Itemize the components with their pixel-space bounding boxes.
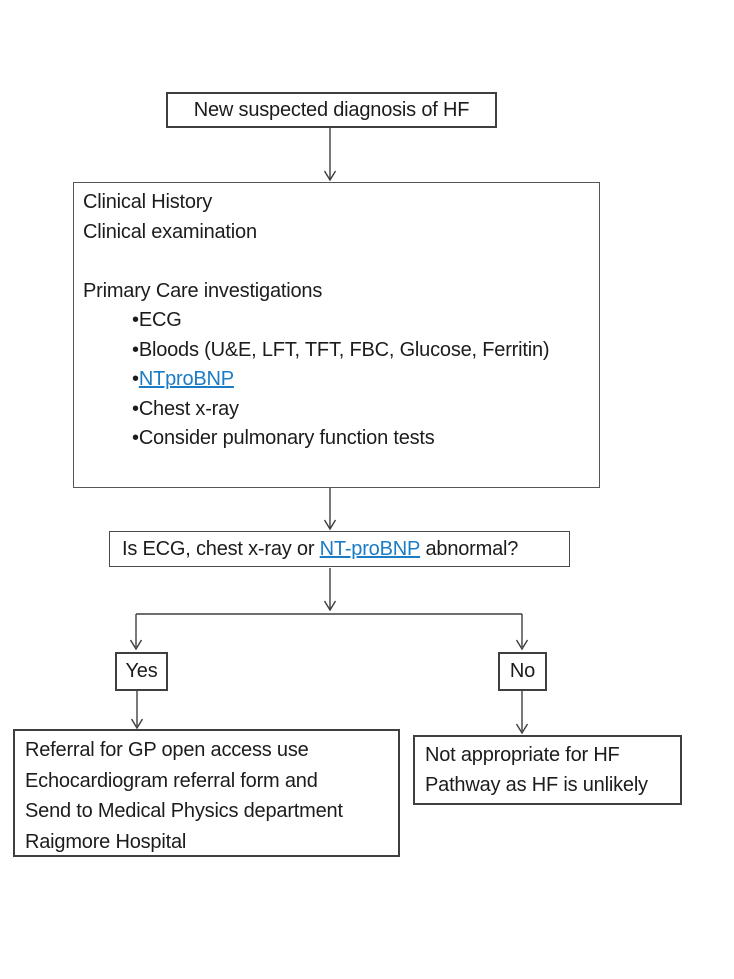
workup-bullet-chest-xray-label: Chest x-ray — [138, 397, 239, 420]
arrow-yes-to-referral — [132, 691, 143, 728]
arrow-start-to-workup — [325, 127, 336, 180]
workup-bullet-ecg-label: ECG — [138, 309, 182, 331]
workup-line-history: Clinical History — [83, 191, 213, 213]
workup-line-examination: Clinical examination — [83, 220, 257, 243]
not-appropriate-line-1: Not appropriate for HF — [425, 744, 620, 766]
referral-line-2: Echocardiogram referral form and — [25, 769, 318, 792]
workup-bullet-ecg — [132, 306, 593, 336]
split-connector — [131, 614, 528, 649]
arrow-workup-to-question — [325, 488, 336, 529]
arrow-no-to-outcome — [517, 691, 528, 733]
not-appropriate-line-2: Pathway as HF is unlikely — [425, 774, 648, 796]
bullet-icon: • — [132, 427, 139, 449]
bullet-icon: • — [132, 309, 139, 331]
ntprobnp-link[interactable]: NTproBNP — [138, 368, 234, 390]
referral-outcome-node — [13, 729, 400, 857]
bullet-icon: • — [132, 397, 139, 420]
no-branch-node — [498, 652, 547, 691]
question-text-after: abnormal? — [420, 537, 519, 560]
bullet-icon: • — [132, 338, 139, 361]
arrow-question-to-split — [325, 568, 336, 610]
no-branch-label: No — [509, 660, 536, 682]
workup-bullet-bloods — [132, 336, 593, 366]
workup-bullet-chest-xray — [132, 395, 593, 425]
bullet-icon: • — [132, 368, 139, 390]
referral-line-4: Raigmore Hospital — [25, 830, 187, 853]
referral-line-1: Referral for GP open access use — [25, 739, 309, 761]
referral-line-3: Send to Medical Physics department — [25, 800, 343, 822]
question-node — [109, 531, 570, 567]
workup-section-title: Primary Care investigations — [83, 279, 323, 302]
workup-bullet-bloods-label: Bloods (U&E, LFT, TFT, FBC, Glucose, Ferritin) — [138, 338, 550, 361]
yes-branch-node — [115, 652, 168, 691]
workup-bullet-ntprobnp — [132, 365, 593, 395]
yes-branch-label: Yes — [125, 660, 158, 682]
not-appropriate-outcome-node — [413, 735, 682, 805]
workup-bullet-pulmonary-label: Consider pulmonary function tests — [138, 427, 435, 449]
start-node-label: New suspected diagnosis of HF — [193, 98, 470, 121]
workup-bullet-pulmonary — [132, 424, 593, 454]
nt-probnp-link[interactable]: NT-proBNP — [319, 537, 421, 560]
workup-blank-line — [83, 247, 593, 277]
workup-node — [73, 182, 600, 488]
start-node — [166, 92, 497, 128]
question-text-before: Is ECG, chest x-ray or — [122, 537, 320, 560]
